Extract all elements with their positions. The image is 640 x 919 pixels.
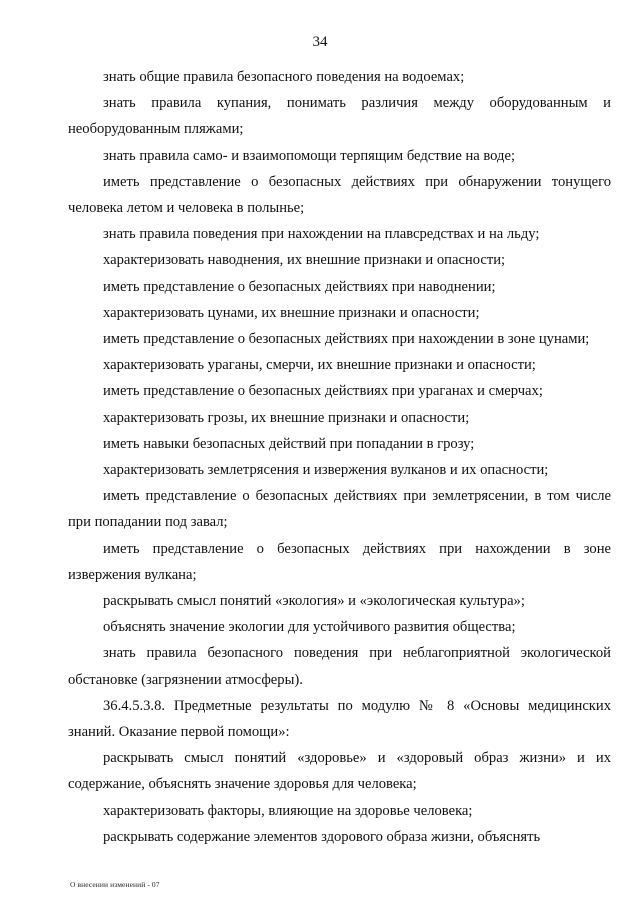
paragraph: знать правила само- и взаимопомощи терпящим бедствие на воде; bbox=[103, 147, 516, 164]
paragraph: иметь представление о безопасных действиях при наводнении; bbox=[103, 278, 496, 295]
paragraph: иметь представление о безопасных действиях при землетрясении, в том числе при попадании под завал; bbox=[68, 488, 611, 531]
paragraph: иметь представление о безопасных действиях при обнаружении тонущего человека летом и человека в полынье; bbox=[68, 173, 611, 217]
paragraph: знать правила купания, понимать различия между оборудованным и необорудованным пляжами; bbox=[68, 95, 611, 138]
body-text bbox=[68, 64, 611, 850]
paragraph: характеризовать факторы, влияющие на здоровье человека; bbox=[103, 802, 473, 819]
paragraph: характеризовать землетрясения и извержения вулканов и их опасности; bbox=[103, 462, 549, 479]
paragraph: знать правила поведения при нахождении на плавсредствах и на льду; bbox=[103, 226, 540, 243]
footer-note: О внесении изменений - 07 bbox=[70, 880, 160, 889]
paragraph: характеризовать грозы, их внешние признаки и опасности; bbox=[103, 409, 470, 426]
paragraph: характеризовать цунами, их внешние признаки и опасности; bbox=[103, 304, 480, 321]
paragraph: характеризовать наводнения, их внешние признаки и опасности; bbox=[103, 252, 506, 269]
paragraph: характеризовать ураганы, смерчи, их внешние признаки и опасности; bbox=[103, 357, 536, 374]
paragraph: иметь представление о безопасных действиях при ураганах и смерчах; bbox=[103, 383, 543, 400]
paragraph: раскрывать смысл понятий «экология» и «экологическая культура»; bbox=[103, 593, 525, 610]
paragraph: иметь представление о безопасных действиях при нахождении в зоне цунами; bbox=[103, 331, 590, 348]
paragraph: раскрывать содержание элементов здорового образа жизни, объяснять bbox=[103, 828, 541, 845]
paragraph: иметь навыки безопасных действий при попадании в грозу; bbox=[103, 435, 475, 452]
page-number: 34 bbox=[312, 34, 328, 50]
paragraph: иметь представление о безопасных действиях при нахождении в зоне извержения вулкана; bbox=[68, 540, 611, 583]
paragraph: раскрывать смысл понятий «здоровье» и «здоровый образ жизни» и их содержание, объяснять значение здоровья для человека; bbox=[68, 750, 611, 793]
section-heading-paragraph: 36.4.5.3.8. Предметные результаты по модулю № 8 «Основы медицинских знаний. Оказание первой помощи»: bbox=[68, 697, 611, 741]
paragraph: знать правила безопасного поведения при неблагоприятной экологической обстановке (загрязнении атмосферы). bbox=[68, 645, 611, 688]
paragraph: знать общие правила безопасного поведения на водоемах; bbox=[103, 69, 465, 85]
paragraph: объяснять значение экологии для устойчивого развития общества; bbox=[103, 619, 516, 636]
